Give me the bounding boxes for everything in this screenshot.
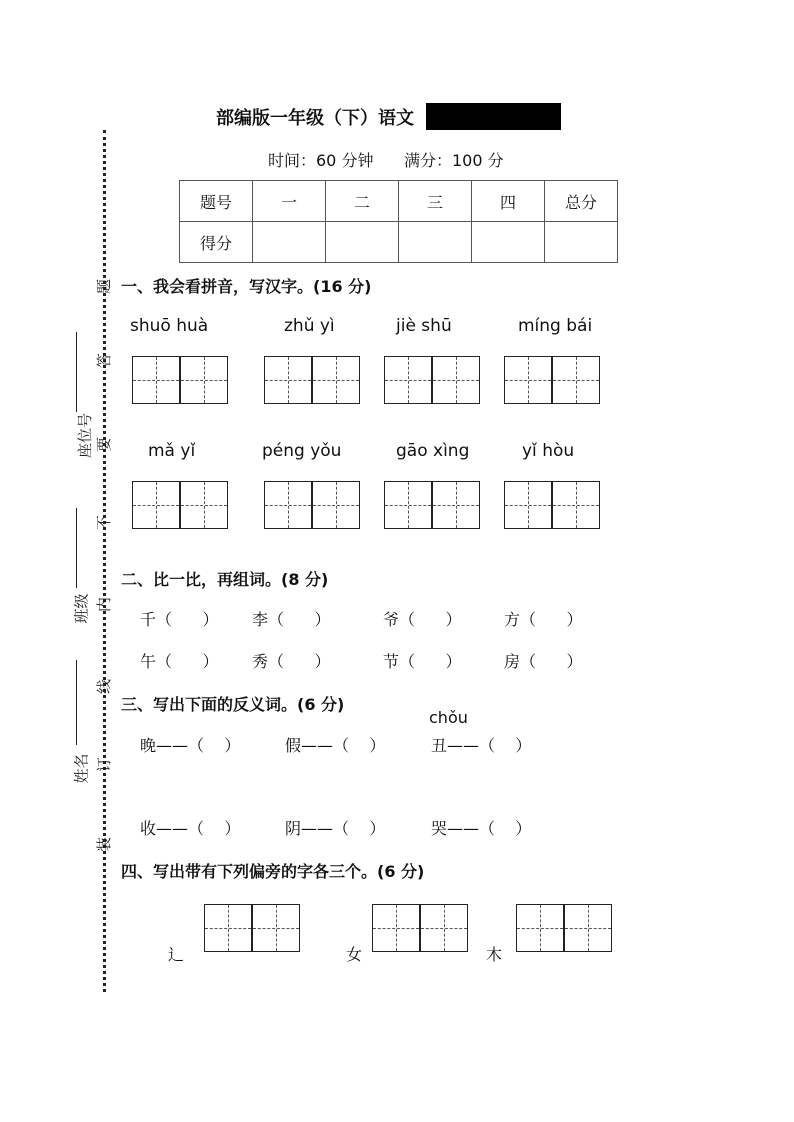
score-cell[interactable] (253, 222, 326, 263)
binding-char: 答 (95, 352, 114, 369)
binding-char: 内 (95, 596, 114, 613)
writing-box[interactable] (312, 481, 360, 529)
section1-heading: 一、我会看拼音，写汉字。(16 分) (121, 277, 372, 296)
writing-box[interactable] (132, 356, 180, 404)
score-table (179, 180, 618, 263)
antonym-item: 哭——（ ） (431, 819, 532, 838)
writing-box[interactable] (372, 904, 420, 952)
writing-box[interactable] (264, 481, 312, 529)
compare-item: 房（ ） (504, 652, 583, 671)
time-info: 时间：60 分钟 满分：100 分 (268, 151, 504, 170)
compare-item: 千（ ） (140, 610, 219, 629)
table-cell: 得分 (180, 222, 253, 263)
seat-label: 座位号 (76, 412, 95, 459)
score-table-header-row (180, 181, 618, 222)
antonym-item: 假——（ ） (285, 736, 386, 755)
radical-label: 辶 (168, 945, 185, 964)
antonym-item: 丑——（ ） (431, 736, 532, 755)
pinyin-label: míng bái (518, 316, 593, 336)
writing-box[interactable] (180, 481, 228, 529)
binding-char: 线 (95, 678, 114, 695)
writing-box[interactable] (504, 356, 552, 404)
writing-box[interactable] (384, 481, 432, 529)
pinyin-label: zhǔ yì (284, 316, 335, 336)
writing-box[interactable] (312, 356, 360, 404)
binding-dotted-line (103, 130, 106, 992)
binding-char: 题 (95, 278, 114, 295)
section2-heading: 二、比一比，再组词。(8 分) (121, 570, 329, 589)
writing-box[interactable] (516, 904, 564, 952)
pinyin-label: yǐ hòu (522, 441, 575, 461)
compare-item: 爷（ ） (383, 610, 462, 629)
writing-box[interactable] (420, 904, 468, 952)
pinyin-label: gāo xìng (396, 441, 470, 461)
writing-box[interactable] (552, 481, 600, 529)
score-table-score-row (180, 222, 618, 263)
writing-box[interactable] (132, 481, 180, 529)
section4-heading: 四、写出带有下列偏旁的字各三个。(6 分) (121, 862, 425, 881)
class-underline (76, 508, 77, 588)
writing-box[interactable] (552, 356, 600, 404)
writing-box[interactable] (504, 481, 552, 529)
table-cell: 三 (399, 181, 472, 222)
compare-item: 李（ ） (252, 610, 331, 629)
writing-box[interactable] (252, 904, 300, 952)
table-cell: 二 (326, 181, 399, 222)
table-cell: 题号 (180, 181, 253, 222)
score-cell[interactable] (399, 222, 472, 263)
pinyin-note: chǒu (429, 708, 468, 727)
table-cell: 四 (472, 181, 545, 222)
compare-item: 午（ ） (140, 652, 219, 671)
writing-box[interactable] (384, 356, 432, 404)
table-cell: 一 (253, 181, 326, 222)
writing-box[interactable] (432, 481, 480, 529)
binding-char: 装 (95, 836, 114, 853)
pinyin-label: shuō huà (130, 316, 209, 336)
binding-char: 不 (95, 514, 114, 531)
writing-box[interactable] (564, 904, 612, 952)
score-cell[interactable] (326, 222, 399, 263)
antonym-item: 晚——（ ） (140, 736, 241, 755)
score-cell[interactable] (472, 222, 545, 263)
radical-label: 女 (346, 945, 363, 964)
writing-box[interactable] (180, 356, 228, 404)
pinyin-label: péng yǒu (262, 441, 342, 461)
compare-item: 秀（ ） (252, 652, 331, 671)
pinyin-label: mǎ yǐ (148, 441, 196, 461)
writing-box[interactable] (264, 356, 312, 404)
exam-title: 部编版一年级（下）语文 (216, 108, 414, 129)
name-label: 姓名 (72, 753, 91, 784)
binding-char: 要 (95, 436, 114, 453)
redaction-bar (426, 103, 561, 130)
antonym-item: 阴——（ ） (285, 819, 386, 838)
name-underline (76, 660, 77, 745)
section3-heading: 三、写出下面的反义词。(6 分) (121, 695, 345, 714)
antonym-item: 收——（ ） (140, 819, 241, 838)
writing-box[interactable] (204, 904, 252, 952)
radical-label: 木 (486, 945, 503, 964)
compare-item: 节（ ） (383, 652, 462, 671)
pinyin-label: jiè shū (396, 316, 452, 336)
writing-box[interactable] (432, 356, 480, 404)
seat-underline (76, 332, 77, 412)
compare-item: 方（ ） (504, 610, 583, 629)
table-cell: 总分 (545, 181, 618, 222)
score-cell[interactable] (545, 222, 618, 263)
class-label: 班级 (72, 593, 91, 624)
binding-char: 订 (95, 756, 114, 773)
